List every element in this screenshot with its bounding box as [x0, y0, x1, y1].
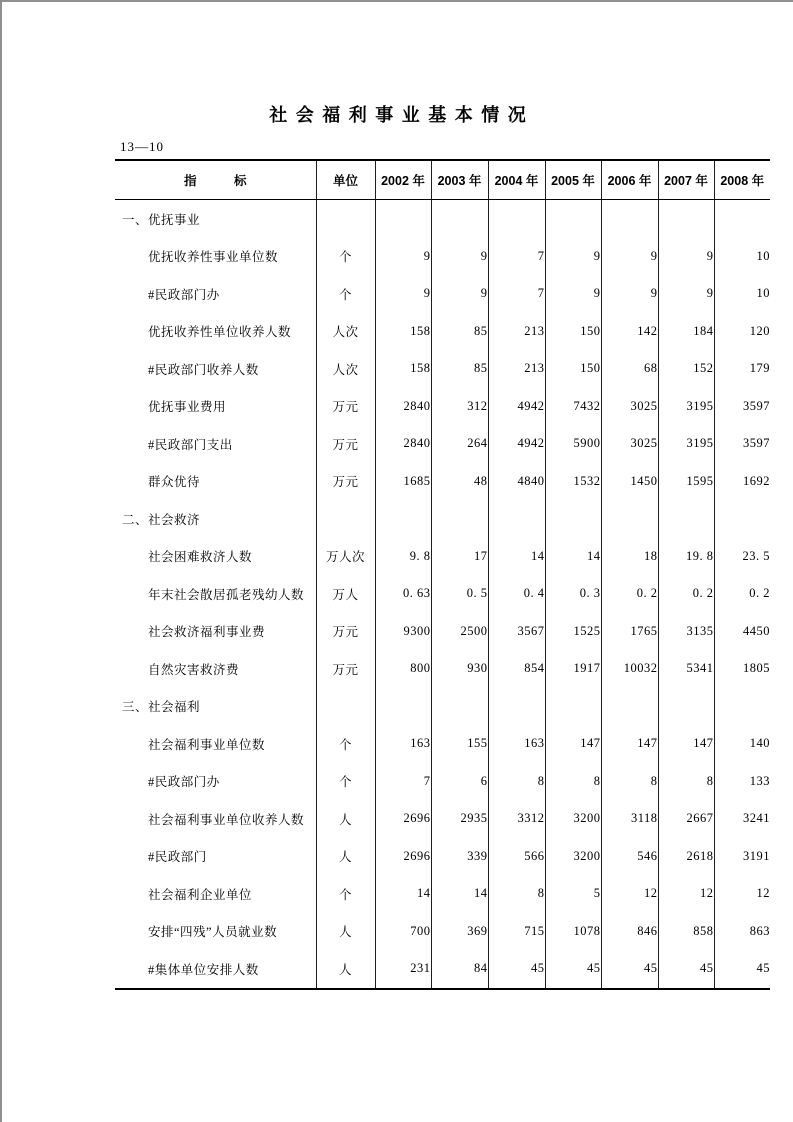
value-cell: 1525 [545, 613, 601, 651]
value-cell: 369 [431, 913, 488, 951]
table-row [115, 388, 770, 426]
table-row [115, 913, 770, 951]
value-cell: 312 [431, 388, 488, 426]
value-cell: 68 [601, 350, 658, 388]
value-cell: 231 [375, 950, 431, 989]
value-cell: 4450 [743, 623, 770, 638]
value-cell: 5900 [545, 425, 601, 463]
value-cell: 264 [431, 425, 488, 463]
unit-cell: 万元 [316, 650, 375, 688]
value-cell: 2935 [431, 800, 488, 838]
value-cell: 8 [488, 763, 545, 801]
value-cell: 150 [545, 350, 601, 388]
table-row [115, 463, 770, 501]
indicator-label: 优抚收养性单位收养人数 [115, 313, 316, 351]
value-cell: 3191 [743, 848, 770, 863]
value-cell: 120 [749, 323, 770, 338]
value-cell: 85 [431, 350, 488, 388]
indicator-label: 二、社会救济 [115, 500, 316, 538]
value-cell: 8 [545, 763, 601, 801]
value-cell [601, 200, 658, 238]
value-cell [601, 500, 658, 538]
value-cell: 7 [375, 763, 431, 801]
indicator-label: 自然灾害救济费 [115, 650, 316, 688]
value-cell: 0. 3 [545, 575, 601, 613]
value-cell: 1917 [545, 650, 601, 688]
table-row [115, 575, 770, 613]
table-row [115, 350, 770, 388]
value-cell: 9 [375, 238, 431, 276]
unit-cell: 万元 [316, 388, 375, 426]
value-cell: 863 [749, 923, 770, 938]
header-indicator: 指 标 [115, 160, 316, 200]
unit-cell: 人 [316, 913, 375, 951]
indicator-label: 社会福利事业单位数 [115, 725, 316, 763]
value-cell: 10 [756, 286, 770, 301]
section-row [115, 688, 770, 726]
value-cell: 846 [601, 913, 658, 951]
value-cell: 1805 [743, 661, 770, 676]
unit-cell: 人次 [316, 350, 375, 388]
value-cell: 2667 [658, 800, 714, 838]
value-cell: 158 [375, 350, 431, 388]
value-cell: 9 [545, 275, 601, 313]
value-cell [545, 688, 601, 726]
value-cell: 3200 [545, 838, 601, 876]
value-cell: 700 [375, 913, 431, 951]
value-cell: 3025 [601, 388, 658, 426]
value-cell: 546 [601, 838, 658, 876]
table-number: 13—10 [120, 139, 164, 154]
value-cell: 2618 [658, 838, 714, 876]
value-cell: 9 [545, 238, 601, 276]
value-cell: 5341 [658, 650, 714, 688]
value-cell: 9 [431, 238, 488, 276]
value-cell: 84 [431, 950, 488, 989]
value-cell: 0. 5 [431, 575, 488, 613]
unit-cell: 个 [316, 763, 375, 801]
value-cell: 45 [488, 950, 545, 989]
value-cell: 0. 2 [749, 586, 770, 601]
value-cell: 179 [749, 361, 770, 376]
value-cell: 9 [601, 238, 658, 276]
value-cell: 0. 4 [488, 575, 545, 613]
value-cell: 0. 2 [601, 575, 658, 613]
value-cell: 163 [375, 725, 431, 763]
table-row [115, 238, 770, 276]
value-cell: 7432 [545, 388, 601, 426]
value-cell [488, 688, 545, 726]
header-unit: 单位 [316, 160, 375, 200]
value-cell: 9 [375, 275, 431, 313]
header-year-2005: 2005 年 [545, 160, 601, 200]
value-cell: 2840 [375, 425, 431, 463]
indicator-label: 群众优待 [115, 463, 316, 501]
value-cell: 0. 2 [658, 575, 714, 613]
indicator-label: 安排“四残”人员就业数 [115, 913, 316, 951]
value-cell [431, 688, 488, 726]
value-cell: 3312 [488, 800, 545, 838]
value-cell: 1595 [658, 463, 714, 501]
value-cell: 163 [488, 725, 545, 763]
table-row [115, 838, 770, 876]
indicator-label: 优抚收养性事业单位数 [115, 238, 316, 276]
unit-cell [316, 688, 375, 726]
table-row [115, 800, 770, 838]
value-cell: 147 [545, 725, 601, 763]
value-cell: 152 [658, 350, 714, 388]
value-cell [375, 200, 431, 238]
value-cell: 3135 [658, 613, 714, 651]
table-row [115, 875, 770, 913]
table-row [115, 275, 770, 313]
indicator-label: 社会福利企业单位 [115, 875, 316, 913]
value-cell [375, 688, 431, 726]
value-cell: 1765 [601, 613, 658, 651]
section-row [115, 500, 770, 538]
unit-cell: 人 [316, 800, 375, 838]
value-cell: 3597 [743, 398, 770, 413]
value-cell: 3567 [488, 613, 545, 651]
value-cell: 1450 [601, 463, 658, 501]
value-cell: 147 [658, 725, 714, 763]
value-cell [431, 500, 488, 538]
value-cell: 10032 [601, 650, 658, 688]
value-cell: 48 [431, 463, 488, 501]
value-cell: 14 [375, 875, 431, 913]
unit-cell: 万元 [316, 463, 375, 501]
value-cell: 158 [375, 313, 431, 351]
value-cell [375, 500, 431, 538]
value-cell: 8 [601, 763, 658, 801]
value-cell: 9300 [375, 613, 431, 651]
unit-cell: 万元 [316, 613, 375, 651]
header-year-2007: 2007 年 [658, 160, 714, 200]
indicator-label: #民政部门收养人数 [115, 350, 316, 388]
value-cell: 213 [488, 350, 545, 388]
value-cell: 2500 [431, 613, 488, 651]
value-cell: 45 [658, 950, 714, 989]
value-cell: 18 [601, 538, 658, 576]
header-year-2002: 2002 年 [375, 160, 431, 200]
value-cell: 19. 8 [658, 538, 714, 576]
value-cell: 9 [431, 275, 488, 313]
table-body [115, 200, 770, 989]
unit-cell: 个 [316, 725, 375, 763]
indicator-label: 一、优抚事业 [115, 200, 316, 238]
unit-cell: 个 [316, 275, 375, 313]
value-cell: 0. 63 [375, 575, 431, 613]
value-cell: 9. 8 [375, 538, 431, 576]
value-cell: 14 [545, 538, 601, 576]
statistics-table [115, 159, 770, 990]
table-row [115, 613, 770, 651]
value-cell [601, 688, 658, 726]
value-cell: 5 [545, 875, 601, 913]
value-cell: 9 [658, 275, 714, 313]
value-cell: 3118 [601, 800, 658, 838]
unit-cell: 人次 [316, 313, 375, 351]
value-cell: 1692 [743, 473, 770, 488]
unit-cell [316, 200, 375, 238]
value-cell: 17 [431, 538, 488, 576]
unit-cell: 个 [316, 875, 375, 913]
value-cell: 4840 [488, 463, 545, 501]
table-row [115, 538, 770, 576]
value-cell [545, 200, 601, 238]
value-cell: 566 [488, 838, 545, 876]
value-cell [714, 500, 770, 538]
header-year-2003: 2003 年 [431, 160, 488, 200]
table-row [115, 650, 770, 688]
header-year-2004: 2004 年 [488, 160, 545, 200]
indicator-label: 年末社会散居孤老残幼人数 [115, 575, 316, 613]
section-row [115, 200, 770, 238]
table-header [115, 160, 770, 200]
value-cell: 155 [431, 725, 488, 763]
value-cell: 930 [431, 650, 488, 688]
value-cell [658, 688, 714, 726]
value-cell: 854 [488, 650, 545, 688]
value-cell: 3195 [658, 388, 714, 426]
value-cell: 150 [545, 313, 601, 351]
header-row [115, 160, 770, 200]
unit-cell: 万人 [316, 575, 375, 613]
value-cell: 9 [658, 238, 714, 276]
value-cell: 12 [658, 875, 714, 913]
table-row [115, 763, 770, 801]
value-cell: 3200 [545, 800, 601, 838]
value-cell: 1078 [545, 913, 601, 951]
header-year-2008: 2008 年 [714, 160, 770, 200]
indicator-label: 优抚事业费用 [115, 388, 316, 426]
value-cell: 45 [756, 961, 770, 976]
indicator-label: #民政部门办 [115, 275, 316, 313]
indicator-label: #民政部门 [115, 838, 316, 876]
value-cell: 7 [488, 275, 545, 313]
indicator-label: #民政部门办 [115, 763, 316, 801]
value-cell [545, 500, 601, 538]
value-cell [658, 500, 714, 538]
value-cell: 715 [488, 913, 545, 951]
value-cell: 3025 [601, 425, 658, 463]
value-cell: 339 [431, 838, 488, 876]
header-year-2006: 2006 年 [601, 160, 658, 200]
value-cell: 147 [601, 725, 658, 763]
unit-cell: 个 [316, 238, 375, 276]
unit-cell: 万元 [316, 425, 375, 463]
value-cell: 3597 [743, 436, 770, 451]
unit-cell: 人 [316, 838, 375, 876]
indicator-label: 社会福利事业单位收养人数 [115, 800, 316, 838]
table-row [115, 313, 770, 351]
value-cell: 6 [431, 763, 488, 801]
value-cell [714, 688, 770, 726]
value-cell [488, 200, 545, 238]
value-cell [658, 200, 714, 238]
value-cell: 3241 [743, 811, 770, 826]
value-cell: 45 [601, 950, 658, 989]
value-cell: 9 [601, 275, 658, 313]
value-cell: 10 [756, 248, 770, 263]
indicator-label: 社会救济福利事业费 [115, 613, 316, 651]
unit-cell [316, 500, 375, 538]
value-cell: 12 [756, 886, 770, 901]
value-cell: 800 [375, 650, 431, 688]
value-cell: 12 [601, 875, 658, 913]
value-cell: 1685 [375, 463, 431, 501]
indicator-label: 社会困难救济人数 [115, 538, 316, 576]
value-cell: 8 [488, 875, 545, 913]
value-cell: 23. 5 [742, 548, 770, 563]
table-row [115, 425, 770, 463]
value-cell [488, 500, 545, 538]
value-cell: 7 [488, 238, 545, 276]
value-cell: 142 [601, 313, 658, 351]
table-row [115, 950, 770, 989]
value-cell: 3195 [658, 425, 714, 463]
value-cell: 184 [658, 313, 714, 351]
indicator-label: 三、社会福利 [115, 688, 316, 726]
indicator-label: #民政部门支出 [115, 425, 316, 463]
table-row [115, 725, 770, 763]
value-cell: 2840 [375, 388, 431, 426]
value-cell [431, 200, 488, 238]
value-cell: 14 [488, 538, 545, 576]
value-cell: 858 [658, 913, 714, 951]
page-title: 社会福利事业基本情况 [269, 105, 535, 125]
value-cell: 4942 [488, 388, 545, 426]
value-cell: 2696 [375, 838, 431, 876]
value-cell: 4942 [488, 425, 545, 463]
value-cell: 14 [431, 875, 488, 913]
indicator-label: #集体单位安排人数 [115, 950, 316, 989]
unit-cell: 万人次 [316, 538, 375, 576]
value-cell: 213 [488, 313, 545, 351]
value-cell: 1532 [545, 463, 601, 501]
unit-cell: 人 [316, 950, 375, 989]
value-cell: 85 [431, 313, 488, 351]
value-cell: 133 [749, 773, 770, 788]
value-cell: 140 [749, 736, 770, 751]
value-cell: 2696 [375, 800, 431, 838]
value-cell [714, 200, 770, 238]
value-cell: 8 [658, 763, 714, 801]
value-cell: 45 [545, 950, 601, 989]
